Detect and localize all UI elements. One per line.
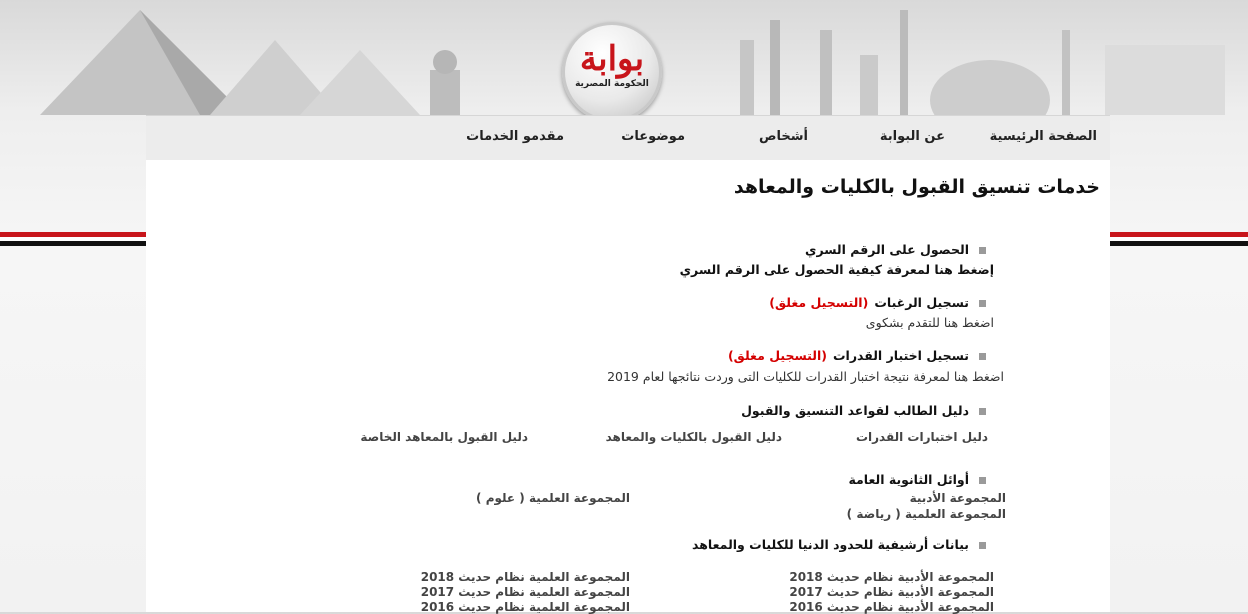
main-content: [146, 160, 1110, 612]
status-badge: (التسجيل مغلق): [769, 295, 869, 310]
nav-service-providers[interactable]: مقدمو الخدمات: [466, 129, 564, 144]
flag-ribbon-left: [0, 232, 150, 246]
section-title: أوائل الثانوية العامة: [848, 472, 969, 487]
bullet-icon: [979, 353, 986, 360]
nav-home[interactable]: الصفحة الرئيسية: [989, 129, 1097, 144]
aptitude-results-link[interactable]: اضغط هنا لمعرفة نتيجة اختبار القدرات للكليات التى وردت نتائجها لعام 2019: [607, 369, 1004, 384]
secret-number-link[interactable]: إضغط هنا لمعرفة كيفية الحصول على الرقم السري: [679, 262, 994, 277]
portal-logo[interactable]: [562, 22, 662, 122]
bullet-icon: [979, 247, 986, 254]
top-math-link[interactable]: المجموعة العلمية ( رياضة ): [846, 507, 1006, 521]
guide-colleges-link[interactable]: دليل القبول بالكليات والمعاهد: [605, 430, 782, 444]
main-navigation: [146, 115, 1110, 161]
archive-literary-2017-link[interactable]: المجموعة الأدبية نظام حديث 2017: [789, 585, 994, 599]
bullet-icon: [979, 542, 986, 549]
bullet-icon: [979, 300, 986, 307]
logo-mark: بوابة: [579, 39, 645, 79]
top-science-link[interactable]: المجموعة العلمية ( علوم ): [476, 491, 630, 505]
section-title: الحصول على الرقم السري: [804, 242, 969, 257]
section-title: بيانات أرشيفية للحدود الدنيا للكليات والمعاهد: [692, 537, 969, 552]
archive-literary-2018-link[interactable]: المجموعة الأدبية نظام حديث 2018: [789, 570, 994, 584]
guide-private-institutes-link[interactable]: دليل القبول بالمعاهد الخاصة: [360, 430, 528, 444]
section-secret-number: [805, 242, 986, 257]
logo-subtitle: الحكومة المصرية: [575, 79, 649, 89]
page-title: خدمات تنسيق القبول بالكليات والمعاهد: [733, 176, 1100, 198]
bullet-icon: [979, 477, 986, 484]
complaint-link[interactable]: اضغط هنا للتقدم بشكوى: [865, 315, 994, 330]
section-student-guide: [741, 403, 986, 418]
archive-science-2017-link[interactable]: المجموعة العلمية نظام حديث 2017: [420, 585, 630, 599]
section-title: دليل الطالب لقواعد التنسيق والقبول: [741, 403, 969, 418]
status-badge: (التسجيل مغلق): [727, 348, 827, 363]
archive-science-2018-link[interactable]: المجموعة العلمية نظام حديث 2018: [420, 570, 630, 584]
section-archive: [692, 537, 986, 552]
nav-topics[interactable]: موضوعات: [621, 129, 685, 144]
nav-people[interactable]: أشخاص: [759, 129, 808, 144]
archive-science-2016-link[interactable]: المجموعة العلمية نظام حديث 2016: [420, 600, 630, 614]
archive-literary-2016-link[interactable]: المجموعة الأدبية نظام حديث 2016: [789, 600, 994, 614]
flag-ribbon-right: [1105, 232, 1248, 246]
section-wishes: [769, 295, 986, 310]
section-title: تسجيل الرغبات: [874, 295, 969, 310]
guide-aptitude-link[interactable]: دليل اختبارات القدرات: [855, 430, 988, 444]
section-aptitude: [728, 348, 986, 363]
section-title: تسجيل اختبار القدرات: [832, 348, 969, 363]
section-top-students: [848, 472, 986, 487]
top-literary-link[interactable]: المجموعة الأدبية: [909, 491, 1006, 505]
bullet-icon: [979, 408, 986, 415]
nav-about[interactable]: عن البوابة: [879, 129, 945, 144]
